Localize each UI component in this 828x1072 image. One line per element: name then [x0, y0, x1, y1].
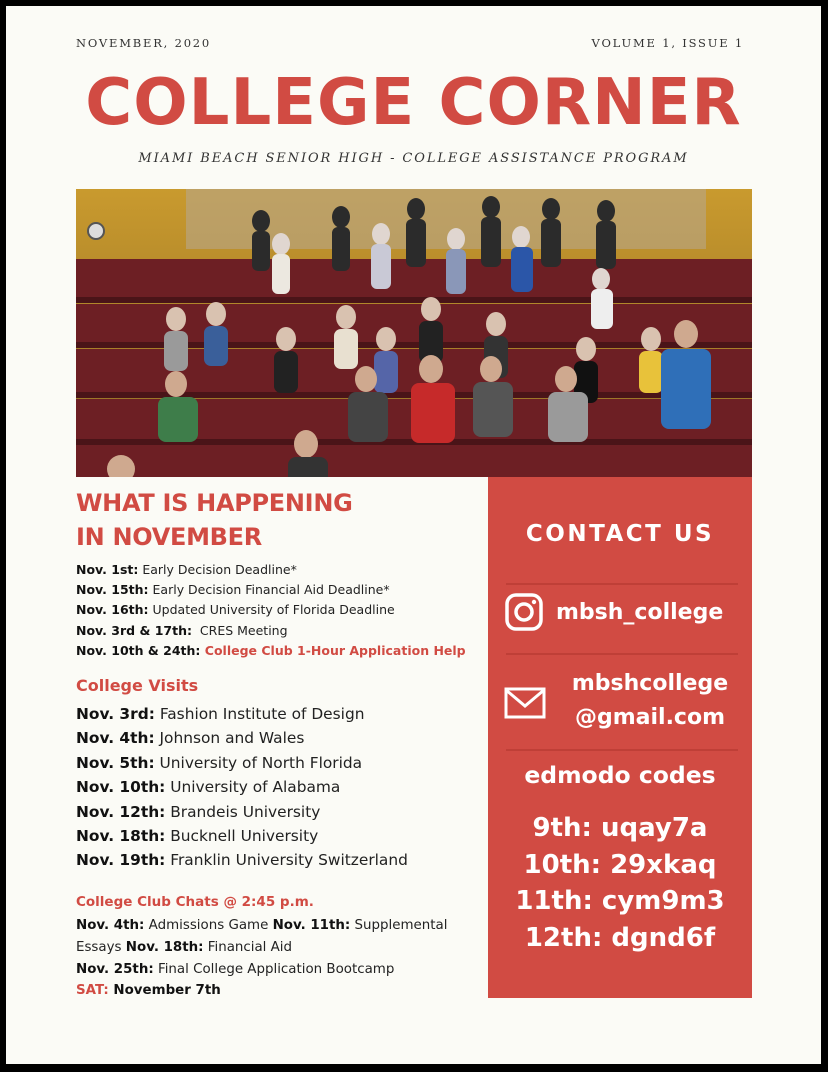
email-line1: mbshcollege: [571, 671, 729, 696]
visit-date: Nov. 12th:: [76, 802, 166, 821]
edmodo-code: 12th: dgnd6f: [524, 922, 716, 953]
list-item: [76, 600, 486, 620]
visit-date: Nov. 5th:: [76, 753, 155, 772]
list-item: [76, 775, 486, 799]
happening-heading: [76, 486, 476, 554]
college-visits-list: [76, 702, 486, 873]
event-date: Nov. 1st:: [76, 562, 139, 577]
newsletter-page: [6, 6, 821, 1064]
happening-heading-line2: IN NOVEMBER: [76, 523, 262, 551]
chat-date: Nov. 11th:: [272, 918, 351, 933]
visit-school: Fashion Institute of Design: [154, 705, 365, 723]
chat-topic: Financial Aid: [203, 939, 293, 955]
visit-date: Nov. 18th:: [76, 827, 166, 846]
list-item: [76, 824, 486, 848]
november-events-list: [76, 560, 486, 661]
edmodo-code: 9th: uqay7a: [532, 813, 708, 843]
list-item: [76, 702, 486, 726]
edmodo-codes: [488, 810, 752, 956]
visit-school: University of Alabama: [165, 778, 341, 797]
visit-date: Nov. 3rd:: [76, 705, 155, 723]
sat-label: SAT:: [76, 983, 109, 999]
visit-school: University of North Florida: [154, 753, 363, 772]
visit-date: Nov. 10th:: [76, 778, 166, 797]
club-chats-list: [76, 915, 486, 1002]
instagram-icon: [504, 592, 544, 632]
list-item: [76, 751, 486, 775]
event-text: CRES Meeting: [191, 622, 288, 638]
email-link[interactable]: [504, 667, 744, 741]
divider: [506, 749, 738, 751]
masthead-title: COLLEGE CORNER: [85, 66, 742, 140]
group-photo-image: [76, 189, 752, 477]
contact-panel: [488, 477, 752, 998]
masthead-subtitle: MIAMI BEACH SENIOR HIGH - COLLEGE ASSISTANCE PROGRAM: [138, 151, 689, 166]
chat-date: Nov. 25th:: [76, 961, 154, 977]
event-highlight: College Club 1-Hour Application Help: [200, 642, 466, 658]
visit-school: Johnson and Wales: [154, 729, 305, 748]
list-item: [76, 980, 486, 1002]
visit-school: Brandeis University: [165, 802, 321, 821]
event-text: Updated University of Florida Deadline: [148, 602, 395, 618]
chat-date: Nov. 4th:: [76, 918, 145, 933]
happening-heading-line1: WHAT IS HAPPENING: [76, 489, 353, 517]
visit-school: Bucknell University: [165, 827, 319, 846]
list-item: [76, 959, 486, 981]
visit-school: Franklin University Switzerland: [165, 851, 408, 870]
email-line2: @gmail.com: [574, 705, 726, 730]
edmodo-heading: edmodo codes: [524, 761, 716, 789]
divider: [506, 653, 738, 655]
issue-volume: VOLUME 1, ISSUE 1: [591, 36, 744, 50]
event-text: Early Decision Financial Aid Deadline*: [148, 582, 390, 598]
group-photo: [76, 189, 752, 477]
mail-icon: [504, 687, 546, 719]
list-item: [76, 848, 486, 872]
chat-topic: Final College Application Bootcamp: [153, 961, 395, 977]
club-chats-heading: College Club Chats @ 2:45 p.m.: [76, 894, 314, 910]
edmodo-code: 11th: cym9m3: [515, 886, 725, 916]
college-visits-heading: College Visits: [76, 676, 199, 695]
chat-date: Nov. 18th:: [125, 939, 204, 955]
divider: [506, 583, 738, 585]
instagram-handle: mbsh_college: [556, 599, 724, 625]
contact-heading: CONTACT US: [525, 521, 715, 547]
chats-paragraph: [76, 915, 486, 959]
edmodo-code: 10th: 29xkaq: [523, 849, 717, 880]
list-item: [76, 560, 486, 580]
event-date: Nov. 10th & 24th:: [76, 642, 201, 658]
visit-date: Nov. 4th:: [76, 729, 155, 748]
list-item: [76, 800, 486, 824]
visit-date: Nov. 19th:: [76, 851, 166, 870]
sat-date: November 7th: [108, 983, 221, 999]
event-date: Nov. 3rd & 17th:: [76, 622, 192, 638]
list-item: [76, 726, 486, 750]
event-date: Nov. 15th:: [76, 582, 149, 598]
list-item: [76, 580, 486, 600]
list-item: [76, 641, 486, 661]
chat-topic: Supplemental Essays: [76, 918, 448, 955]
issue-date: NOVEMBER, 2020: [76, 36, 212, 50]
chat-topic: Admissions Game: [144, 918, 273, 933]
event-text: Early Decision Deadline*: [138, 562, 297, 577]
list-item: [76, 621, 486, 641]
event-date: Nov. 16th:: [76, 602, 149, 618]
email-address: [556, 667, 744, 735]
instagram-link[interactable]: [504, 592, 723, 632]
